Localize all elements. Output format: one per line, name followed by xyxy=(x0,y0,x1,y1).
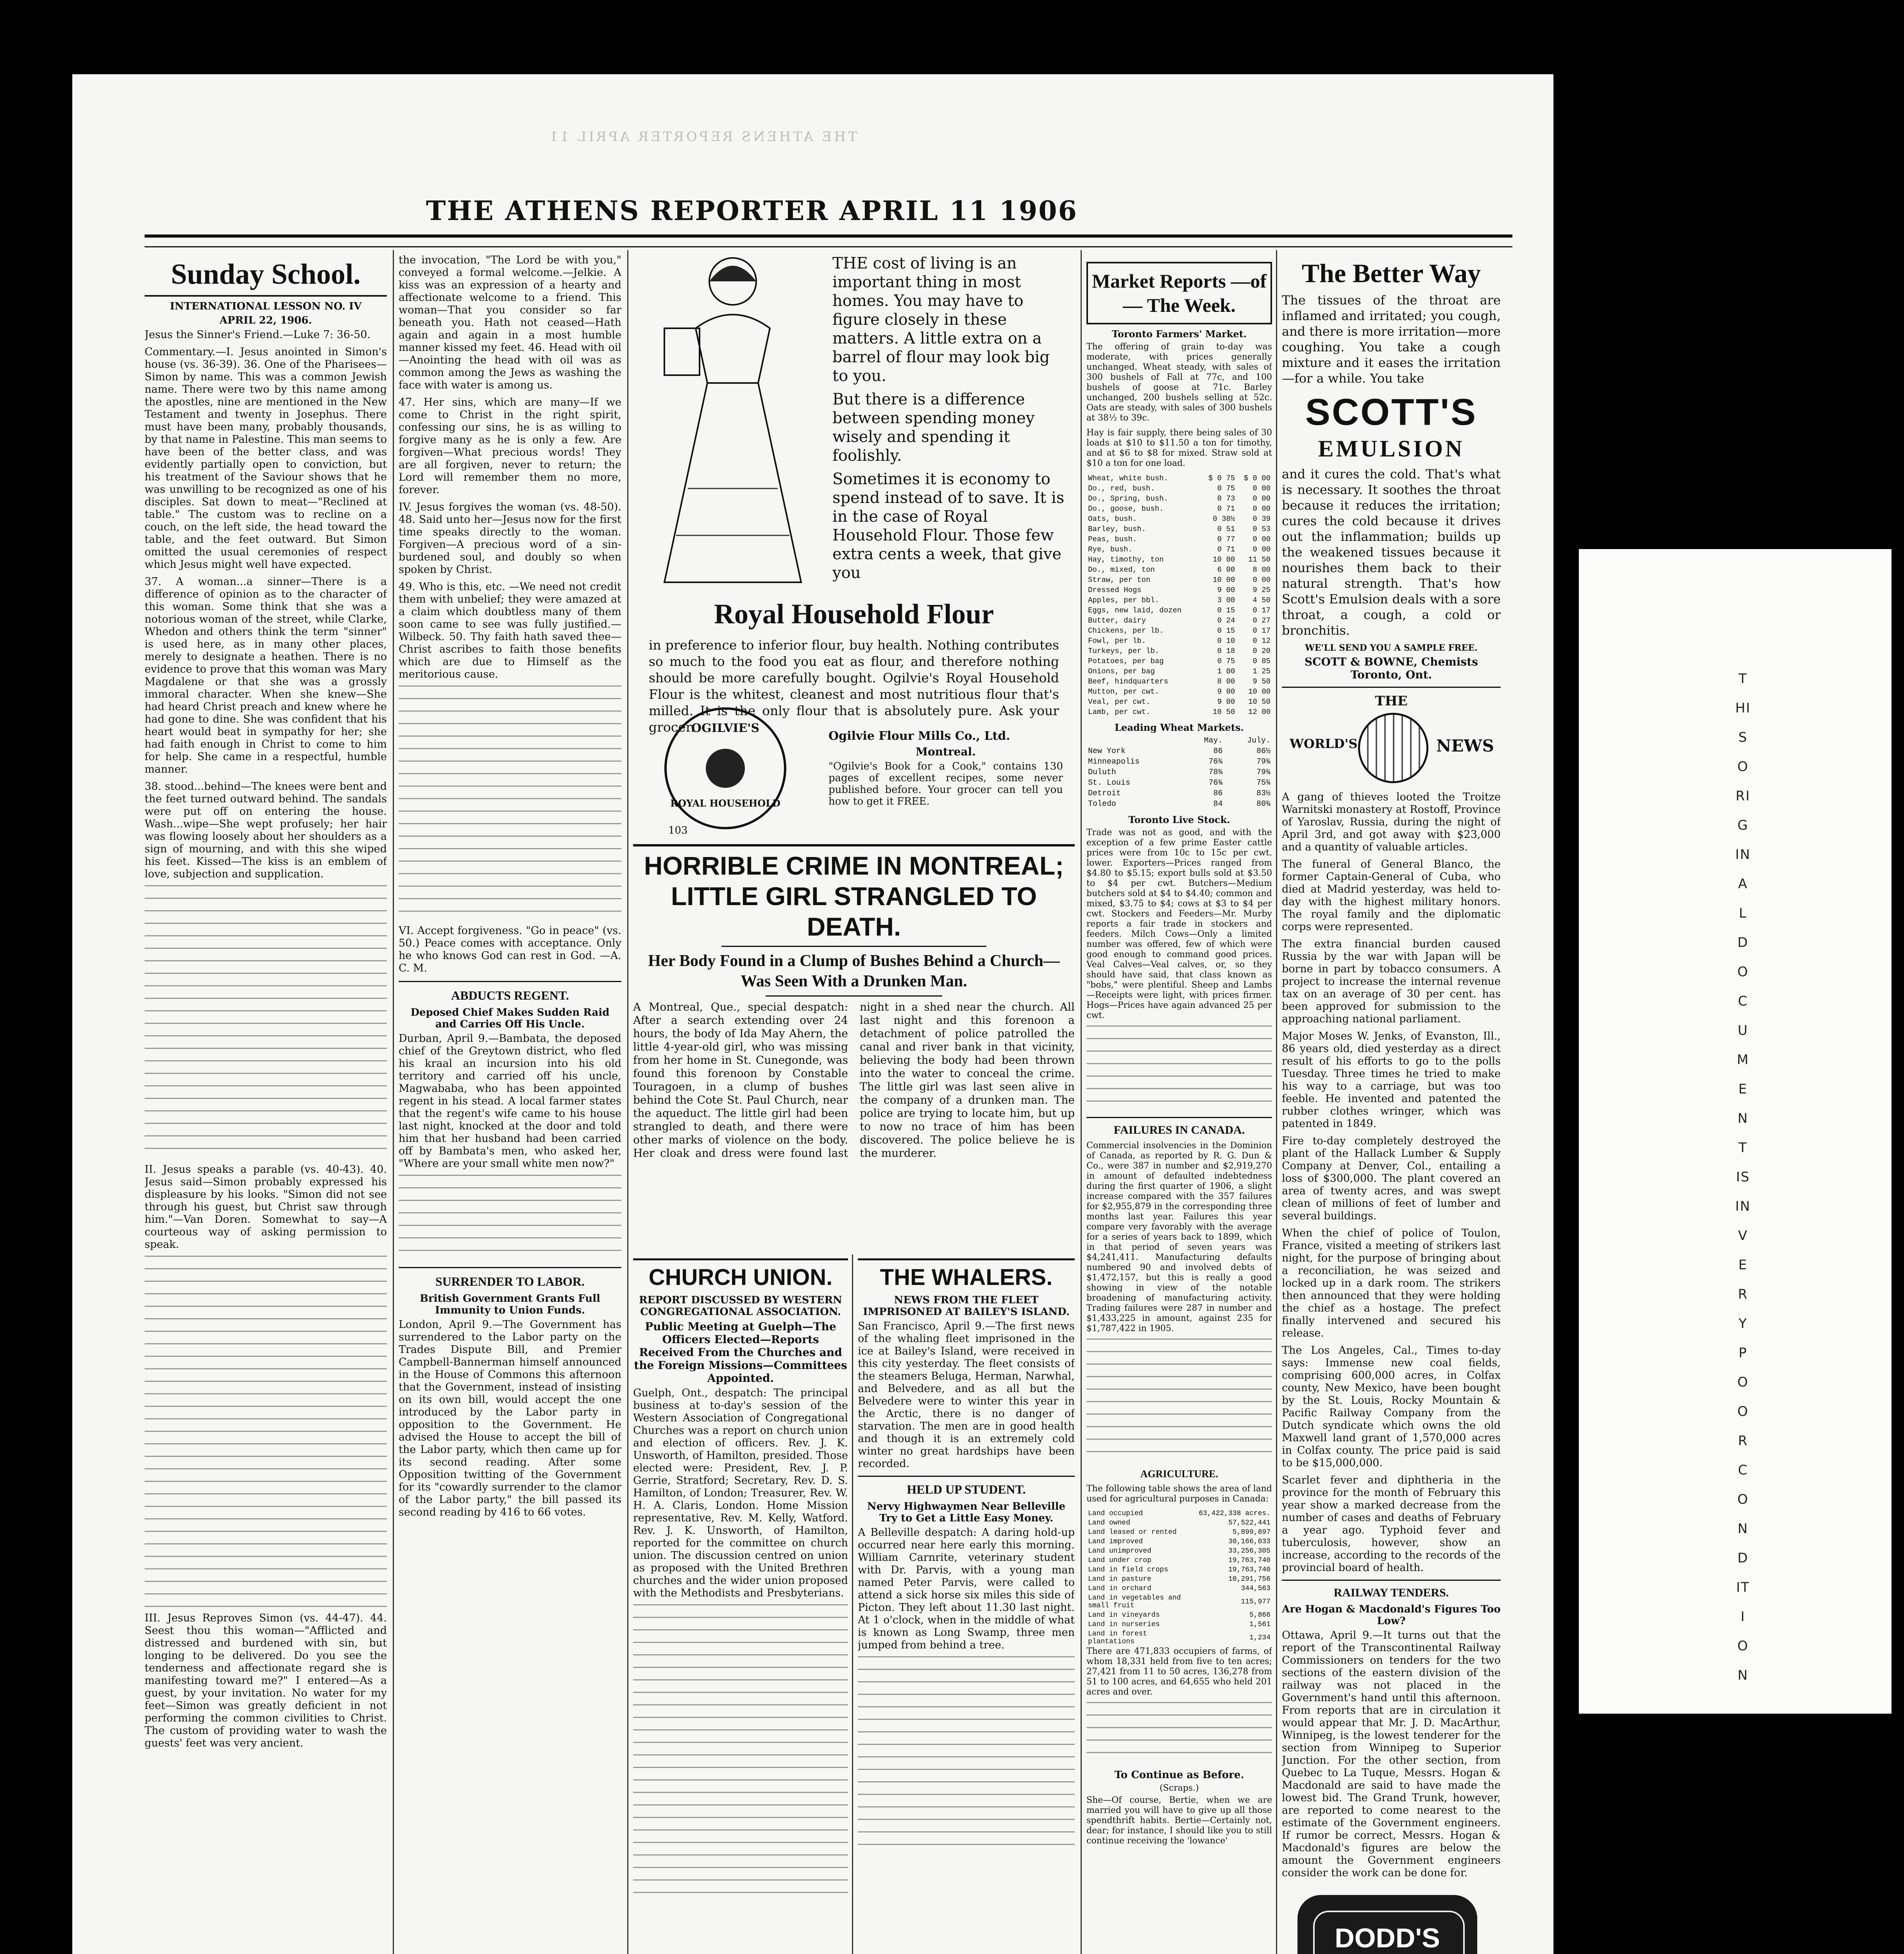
market-price-row: Do., goose, bush. 0 71 0 00 xyxy=(1088,505,1271,513)
flour-company: Ogilvie Flour Mills Co., Ltd. xyxy=(829,729,1010,743)
masthead-rule-thin xyxy=(145,246,1512,247)
market-price-row: Wheat, white bush. $ 0 75 $ 0 00 xyxy=(1088,474,1271,483)
lesson-paragraph: 37. A woman...a sinner—There is a difference of opinion as to the character of this woman. Some think that she was a notorious woman of the street, while Clarke, Whedon and others think the term "sinner" is used here, as in many other places, merely to designate a heathen. There is no evidence to prove that this woman was Mary Magdalene or that she was a grossly immoral character. When she knew—She had heard Christ preach and knew where he had gone to dine. She was confident that his heart would beat in sympathy for her; she had faith enough in Christ to come to him for help. She came in a respectful, humble manner. xyxy=(145,576,387,775)
market-price-row: Rye, bush. 0 71 0 00 xyxy=(1088,545,1271,554)
lesson-paragraph: IV. Jesus forgives the woman (vs. 48-50). 48. Said unto her—Jesus now for the first time speaks directly to the woman. Forgiven—A precious word of a sin-burdened soul, and doubly so when spoken by Christ. xyxy=(399,501,621,576)
church-union-body: Guelph, Ont., despatch: The principal business at to-day's session of the Western Association of Congregational Churches was a report on church union and election of officers. Rev. J. K. Unsworth, of Hamilton, presided. Those elected were: President, Rev. J. P. Gerrie, Stratford; Secretary, Rev. D. S. Hamilton, of London; Treasurer, Rev. W. H. A. Claris, London. Home Mission representative, Rev. M. Kelly, Watford. Rev. J. K. Unsworth, of Hamilton, reported for the committee on church union. The discussion centred on union as proposed with the United Brethren churches and the wider union proposed with the Methodists and Presbyterians. xyxy=(633,1387,848,1599)
woman-with-flour-illustration xyxy=(641,254,825,590)
market-price-row: Lamb, per cwt. 10 50 12 00 xyxy=(1088,708,1271,716)
market-intro: The offering of grain to-day was moderate, with prices generally unchanged. Wheat steady, with sales of 300 bushels of Fall at 77c, and 100 bushels of goose at 71c. Barley unchanged, 200 bushels selling at 52c. Oats are steady, with sales of 300 bushels at 38½ to 39c. xyxy=(1086,342,1272,423)
montreal-crime-article xyxy=(633,844,1075,1251)
market-price-row: Peas, bush. 0 77 0 00 xyxy=(1088,535,1271,544)
market-price-row: Fowl, per lb. 0 10 0 12 xyxy=(1088,637,1271,645)
flour-ad-economy: Sometimes it is economy to spend instead of to save. It is in the case of Royal Household Flour. Those few extra cents a week, that give you xyxy=(832,470,1065,582)
market-price-row: Barley, bush. 0 51 0 53 xyxy=(1088,525,1271,533)
market-price-row: Do., red, bush. 0 75 0 00 xyxy=(1088,484,1271,493)
masthead-rule xyxy=(145,234,1512,238)
church-union-subhead-2: Public Meeting at Guelph—The Officers Elected—Reports Received From the Churches and the Foreign Missions—Committees Appointed. xyxy=(634,1320,847,1385)
dodds-kidney-pills-ad xyxy=(1282,1887,1501,1954)
worlds-news-the: THE xyxy=(1375,693,1408,709)
flour-ad-number: 103 xyxy=(668,825,688,836)
logo-text-bottom: ROYAL HOUSEHOLD xyxy=(670,798,780,809)
flour-ad-title: Royal Household Flour xyxy=(714,598,994,630)
market-price-row: Mutton, per cwt. 9 00 10 00 xyxy=(1088,687,1271,696)
news-item: The extra financial burden caused Russia by the war with Japan will be borne in part by tobacco consumers. A project to increase the internal revenue tax on an average of 30 per cent. has been approved for submission to the approaching national parliament. xyxy=(1282,938,1501,1025)
agriculture-table xyxy=(1086,1509,1272,1646)
wheat-market-row: New York 86 86½ xyxy=(1088,747,1271,756)
railway-headline: RAILWAY TENDERS. xyxy=(1333,1586,1449,1599)
wheat-market-row: Detroit 86 83½ xyxy=(1088,789,1271,798)
column-divider xyxy=(852,1254,853,1954)
newspaper-masthead: THE ATHENS REPORTER APRIL 11 1906 xyxy=(426,195,1078,227)
live-stock-title: Toronto Live Stock. xyxy=(1128,814,1230,825)
flour-cook-book: "Ogilvie's Book for a Cook," contains 130 pages of excellent recipes, some never published before. Your grocer can tell you how to get it FREE. xyxy=(829,760,1063,807)
montreal-body: A Montreal, Que., special despatch: After a search extending over 24 hours, the body of Ida May Ahern, the little 4-year-old girl, who was missing from her home in St. Cunegonde, was found this forenoon by Constable Touragoen, in a clump of bushes behind the Cote St. Paul Church, near the aqueduct. The little girl had been strangled to death, and there were other marks of violence on the body. Her cloak and dress were found last night in a shed near the church. All last night and this forenoon a detachment of police patrolled the canal and river bank in that vicinity, believing the body had been thrown into the water to conceal the crime. The little girl was last seen alive in the company of a drunken man. The police are trying to locate him, but up to now no trace of him has been discovered. The police believe he is the murderer. xyxy=(633,1000,1075,1160)
live-stock-body: Trade was not as good, and with the exception of a few prime Easter cattle prices were from 10c to 15c per cwt. lower. Exporters—Prices ranged from $4.80 to $5.15; export bulls sold at $3.50 to $4 per cwt. Butchers—Medium butchers sold at $4 to $4.40; common and mixed, $3.75 to $4; cows at $3 to $4 per cwt. Stockers and Feeders—Mr. Murby reports a fair trade in stockers and feeders. Milch Cows—Only a limited number was offered, few of which were good enough to command good prices. Veal Calves—Veal calves, or, so they should have said, that class known as "bobs," were plentiful. Sheep and Lambs—Receipts were light, with prices firmer. Hogs—Prices have again advanced 25 per cwt. xyxy=(1086,828,1272,1020)
agriculture-intro: The following table shows the area of land used for agricultural purposes in Canada: xyxy=(1086,1484,1272,1504)
illegible-text-block xyxy=(145,885,387,1159)
flour-ad-difference: But there is a difference between spending money wisely and spending it foolishly. xyxy=(832,390,1035,465)
flour-city: Montreal. xyxy=(915,745,976,758)
church-union-article xyxy=(633,1258,848,1954)
surrender-subhead: British Government Grants Full Immunity to Union Funds. xyxy=(420,1293,600,1316)
bleed-through-header: THE ATHENS REPORTER APRIL 11 xyxy=(547,129,857,145)
whalers-subhead: NEWS FROM THE FLEET IMPRISONED AT BAILEY'S ISLAND. xyxy=(863,1294,1070,1318)
scotts-body-2: and it cures the cold. That's what is necessary. It soothes the throat because it reduces the irritation; cures the cold because it drives out the inflammation; builds up the weakened tissues because it nourishes them back to their natural strength. That's how Scott's Emulsion deals with a sore throat, a cough, a cold or bronchitis. xyxy=(1282,467,1501,638)
scotts-brand: SCOTT'S xyxy=(1305,391,1478,433)
failures-body: Commercial insolvencies in the Dominion of Canada, as reported by R. G. Dun & Co., were 387 in number and $2,919,270 in amount of defaulted indebtedness during the first quarter of 1906, a slight increase compared with the 357 failures for $2,955,879 in the corresponding three months last year. Failures this year compare very favorably with the average for a series of years back to 1899, which in that period of seven years was $4,241,411. Manufacturing defaults numbered 90 and involved debts of $1,472,157, but this is really a good showing in view of the notable broadening of manufacturing activity. Trading failures were 287 in number and $1,433,225 in amount, against 235 for $1,787,422 in 1905. xyxy=(1086,1141,1272,1333)
lesson-paragraph: 49. Who is this, etc. —We need not credit them with unbelief; they were amazed at a claim which doubtless many of them soon came to see was fully justified.—Wilbeck. 50. Thy faith hath saved thee—Christ ascribes to faith those benefits which are due to Himself as the meritorious cause. xyxy=(399,581,621,680)
held-up-headline: HELD UP STUDENT. xyxy=(907,1482,1026,1496)
market-price-row: Oats, bush. 0 38½ 0 39 xyxy=(1088,515,1271,523)
worlds-news-right: NEWS xyxy=(1436,736,1494,755)
news-item: Scarlet fever and diphtheria in the province for the month of February this year show a marked decrease from the number of cases and deaths of February a year ago. Typhoid fever and tuberculosis, however, show an increase, according to the records of the provincial board of health. xyxy=(1282,1474,1501,1574)
condition-note: THIS ORIGINAL DOCUMENT IS IN VERY POOR CONDITION xyxy=(1735,671,1751,1683)
agriculture-row: Land in vineyards 5,866 xyxy=(1088,1611,1271,1619)
surrender-headline: SURRENDER TO LABOR. xyxy=(435,1274,585,1288)
illegible-text-block xyxy=(399,1175,621,1261)
agriculture-row: Land in vegetables and small fruit 115,977 xyxy=(1088,1594,1271,1610)
market-price-table xyxy=(1086,473,1272,717)
railway-subhead: Are Hogan & Macdonald's Figures Too Low? xyxy=(1282,1603,1501,1627)
wheat-market-row: May. July. xyxy=(1204,736,1271,745)
agriculture-row: Land occupied 63,422,338 acres. xyxy=(1088,1510,1271,1517)
wheat-market-row: Toledo 84 80¾ xyxy=(1088,800,1271,809)
scotts-body: The tissues of the throat are inflamed and irritated; you cough, and there is more irritation—more coughing. You take a cough mixture and it eases the irritation—for a while. You take xyxy=(1282,293,1501,386)
column-divider xyxy=(1081,250,1082,1954)
railway-body: Ottawa, April 9.—It turns out that the report of the Transcontinental Railway Commissioners on tenders for the two sections of the eastern division of the railway was not placed in the Government's hand until this afternoon. From reports that are in circulation it would appear that Mr. J. D. MacArthur, Winnipeg, is the lowest tenderer for the section from Winnipeg to Superior Junction. For the other section, from Quebec to La Tuque, Messrs. Hogan & Macdonald are said to have made the lowest bid. The Grand Trunk, however, are reported to come nearest to the estimate of the Government engineers. If rumor be correct, Messrs. Hogan & Macdonald's figures are below the amount the Government engineers consider the work can be done for. xyxy=(1282,1629,1501,1879)
globe-icon xyxy=(1358,713,1428,783)
montreal-subhead: Her Body Found in a Clump of Bushes Behind a Church—Was Seen With a Drunken Man. xyxy=(648,952,1060,990)
agriculture-row: Land in orchard 344,563 xyxy=(1088,1585,1271,1593)
agriculture-row: Land in field crops 19,763,740 xyxy=(1088,1566,1271,1574)
market-price-row: Hay, timothy, ton 10 00 11 50 xyxy=(1088,555,1271,564)
crest-icon xyxy=(706,749,745,788)
right-column xyxy=(1282,254,1501,1954)
agriculture-row: Land in forest plantations 1,234 xyxy=(1088,1630,1271,1646)
lesson-paragraph: 38. stood...behind—The knees were bent and the feet turned outward behind. The sandals were put off on entering the house. Wash...wipe—She wept profusely; her hair was flowing loosely about her shoulders as a sign of mourning, and with this she wiped his feet. Kissed—The kiss is an emblem of love, subjection and supplication. xyxy=(145,780,387,880)
lesson-commentary: Commentary.—I. Jesus anointed in Simon's house (vs. 36-39). 36. One of the Pharisees—Simon by name. This was a common Jewish name. There were two by this name among the apostles, nine are mentioned in the New Testament and twenty in Josephus. There must have been many, probably thousands, by that name in Palestine. This man seems to have been of the better class, and was evidently partially open to conviction, but his treatment of the Saviour shows that he was unwilling to be recognized as one of his disciples. Sat down to meat—"Reclined at table." The custom was to recline on a couch, on the left side, the head toward the table, and the feet outward. But Simon omitted the usual ceremonies of respect which Jesus might well have expected. xyxy=(145,346,387,571)
market-price-row: Chickens, per lb. 0 15 0 17 xyxy=(1088,626,1271,635)
agriculture-row: Land owned 57,522,441 xyxy=(1088,1519,1271,1527)
scotts-sample: WE'LL SEND YOU A SAMPLE FREE. xyxy=(1305,643,1478,653)
agriculture-headline: AGRICULTURE. xyxy=(1140,1468,1219,1480)
market-intro-2: Hay is fair supply, there being sales of 30 loads at $10 to $11.50 a ton for timothy, and at $6 to $8 for mixed. Straw sold at $10 a ton for one load. xyxy=(1086,428,1272,468)
surrender-body: London, April 9.—The Government has surrendered to the Labor party on the Trades Dispute Bill, and Premier Campbell-Bannerman himself announced in the House of Commons this afternoon that the Government, instead of insisting on its own bill, would accept the one introduced by the Labor party in opposition to the Government. He advised the House to accept the bill of the Labor party, which then came up for its second reading. After some Opposition twitting of the Government for its "cowardly surrender to the clamor of the Labor party," the bill passed its second reading by 416 to 66 votes. xyxy=(399,1319,621,1518)
abducts-headline: ABDUCTS REGENT. xyxy=(451,988,569,1002)
scraps-credit: (Scraps.) xyxy=(1160,1783,1199,1793)
agriculture-row: Land leased or rented 5,899,897 xyxy=(1088,1528,1271,1536)
held-up-subhead: Nervy Highwaymen Near Belleville Try to Get a Little Easy Money. xyxy=(867,1501,1066,1524)
market-price-row: Onions, per bag 1 00 1 25 xyxy=(1088,667,1271,676)
whalers-headline: THE WHALERS. xyxy=(880,1265,1053,1290)
column-divider xyxy=(1276,250,1277,1954)
illegible-text-block xyxy=(399,685,621,920)
montreal-headline: HORRIBLE CRIME IN MONTREAL; LITTLE GIRL STRANGLED TO DEATH. xyxy=(644,851,1064,941)
market-price-row: Butter, dairy 0 24 0 27 xyxy=(1088,616,1271,625)
market-price-row: Do., mixed, ton 6 00 8 00 xyxy=(1088,565,1271,574)
abducts-body: Durban, April 9.—Bambata, the deposed chief of the Greytown district, who fled his kraal an incursion into his old territory and carried off his uncle, Magwababa, who has been appointed regent in his stead. A local farmer states that the regent's wife came to his house last night, knocked at the door and told him that her husband had been carried off by Bambata's men, who asked her, "Where are your small white men now?" xyxy=(399,1032,621,1170)
scotts-headline: The Better Way xyxy=(1301,258,1481,288)
market-price-row: Do., Spring, bush. 0 73 0 00 xyxy=(1088,494,1271,503)
flour-ad-body: in preference to inferior flour, buy health. Nothing contributes so much to the food you eat as flour, and therefore nothing should be more carefully bought. Ogilvie's Royal Household Flour is the whitest, cleanest and most nutritious flour that's milled. It is the only flour that is absolutely pure. Ask your grocer. xyxy=(649,637,1059,735)
news-item: A gang of thieves looted the Troitze Warnitski monastery at Rostoff, Province of Yaroslav, Russia, during the night of April 3rd, and got away with $23,000 and a quantity of valuable articles. xyxy=(1282,791,1501,853)
wheat-market-row: Duluth 78¾ 79¾ xyxy=(1088,768,1271,777)
market-price-row: Eggs, new laid, dozen 0 15 0 17 xyxy=(1088,606,1271,615)
illegible-text-block xyxy=(1086,1702,1272,1764)
wheat-markets-table xyxy=(1086,735,1272,809)
market-price-row: Apples, per bbl. 3 00 4 50 xyxy=(1088,596,1271,605)
column-two xyxy=(399,254,621,1954)
illegible-text-block xyxy=(858,1656,1075,1852)
market-price-row: Beef, hindquarters 8 00 9 50 xyxy=(1088,677,1271,686)
ogilvies-logo xyxy=(664,707,786,829)
illegible-text-block xyxy=(145,1256,387,1607)
agriculture-row: Land unimproved 33,256,305 xyxy=(1088,1547,1271,1555)
agriculture-row: Land improved 30,166,033 xyxy=(1088,1538,1271,1546)
lesson-paragraph: III. Jesus Reproves Simon (vs. 44-47). 44. Seest thou this woman—"Afflicted and distressed and burdened with sin, but longing to be delivered. Do you see the tenderness and affectionate regard she is manifesting toward me?" I entered—As a guest, by your invitation. No water for my feet—Simon was greatly deficient in not performing the common civilities to Christ. The custom of providing water to wash the guests' feet was very ancient. xyxy=(145,1612,387,1749)
logo-text-top: OGILVIE'S xyxy=(691,721,760,735)
market-section-title: Toronto Farmers' Market. xyxy=(1111,328,1247,340)
church-union-subhead: REPORT DISCUSSED BY WESTERN CONGREGATIONAL ASSOCIATION. xyxy=(639,1294,842,1318)
whalers-body: San Francisco, April 9.—The first news of the whaling fleet imprisoned in the ice at Bailey's Island, were received in this city yesterday. The fleet consists of the steamers Beluga, Herman, Narwhal, and Belvedere, and as all but the Belvedere were to winter this year in the Arctic, there is no danger of starvation. The men are in good health and though it is an extremely cold winter no great hardships have been recorded. xyxy=(858,1320,1075,1470)
lesson-paragraph: the invocation, "The Lord be with you," conveyed a formal welcome.—Jelkie. A kiss was an expression of a hearty and affectionate welcome to a friend. This woman—That you consider so far beneath you. Hath not ceased—Hath again and again in a most humble manner kissed my feet. 46. Head with oil—Anointing the head with oil was as common among the Jews as washing the face with water is among us. xyxy=(399,254,621,391)
news-item: Major Moses W. Jenks, of Evanston, Ill., 86 years old, died yesterday as a direct result of his efforts to go to the polls Tuesday. Three times he tried to make his way to a carriage, but was too feeble. He invented and patented the rubber clothes wringer, which was patented in 1849. xyxy=(1282,1030,1501,1130)
wheat-market-row: Minneapolis 76¾ 79¾ xyxy=(1088,757,1271,766)
news-item: Fire to-day completely destroyed the plant of the Hallack Lumber & Supply Company at Denver, Col., entailing a loss of $300,000. The plant covered an area of twenty acres, and was swept clean of millions of feet of lumber and several buildings. xyxy=(1282,1135,1501,1222)
flour-ad-intro: THE cost of living is an important thing in most homes. You may have to figure closely in these matters. A little extra on a barrel of flour may look big to you. xyxy=(832,254,1050,385)
lesson-paragraph: II. Jesus speaks a parable (vs. 40-43). 40. Jesus said—Simon probably expressed his displeasure by his looks. "Simon did not see through his guest, but Christ saw through him."—Van Doren. Somewhat to say—A courteous way of asking permission to speak. xyxy=(145,1163,387,1251)
dodds-line-1: DODD'S xyxy=(1335,1923,1440,1953)
held-up-body: A Belleville despatch: A daring hold-up occurred near here early this morning. William Carnrite, veterinary student with Dr. Parvis, with a young man named Peter Parvis, were called to attend a sick horse six miles this side of Picton. They left about 11.30 last night. At 1 o'clock, when in the middle of what is known as Long Swamp, three men jumped from behind a tree. xyxy=(858,1526,1075,1651)
news-item: The funeral of General Blanco, the former Captain-General of Cuba, who died at Madrid yesterday, was held to-day with the highest military honors. The royal family and the diplomatic corps were represented. xyxy=(1282,858,1501,933)
agriculture-row: Land under crop 19,763,740 xyxy=(1088,1557,1271,1564)
lesson-paragraph: VI. Accept forgiveness. "Go in peace" (vs. 50.) Peace comes with acceptance. Only he who knows God can rest in God. —A. C. M. xyxy=(399,925,621,974)
market-price-row: Dressed Hogs 9 00 9 25 xyxy=(1088,586,1271,594)
illegible-text-block xyxy=(633,1604,848,1901)
lesson-paragraph: 47. Her sins, which are many—If we come to Christ in the right spirit, confessing our sins, he is as willing to forgive many as he is only a few. Are forgiven—What precious words! They are all forgiven, never to return; the Lord will remember them no more, forever. xyxy=(399,396,621,496)
news-item: When the chief of police of Toulon, France, visited a meeting of strikers last night, for the purpose of bringing about a reconciliation, he was seized and locked up in a dark room. The strikers then announced that they were holding the chief as a hostage. The prefect finally intervened and secured his release. xyxy=(1282,1227,1501,1339)
market-price-row: Straw, per ton 10 00 0 00 xyxy=(1088,576,1271,584)
market-reports-title: Market Reports —of— The Week. xyxy=(1086,262,1272,324)
market-price-row: Turkeys, per lb. 0 18 0 20 xyxy=(1088,647,1271,655)
flour-advertisement xyxy=(633,254,1075,836)
whalers-article xyxy=(858,1258,1075,1954)
market-reports-column xyxy=(1086,254,1272,1954)
lesson-text: Jesus the Sinner's Friend.—Luke 7: 36-50. xyxy=(145,329,370,341)
abducts-subhead: Deposed Chief Makes Sudden Raid and Carries Off His Uncle. xyxy=(410,1007,610,1030)
market-price-row: Potatoes, per bag 0 75 0 85 xyxy=(1088,657,1271,666)
lesson-date: APRIL 22, 1906. xyxy=(219,315,312,326)
agriculture-body: There are 471,833 occupiers of farms, of whom 18,331 held from five to ten acres; 27,421 from 11 to 50 acres, 136,278 from 51 to 100 acres, and 64,655 who held 201 acres and over. xyxy=(1086,1646,1272,1697)
illegible-text-block xyxy=(1086,1338,1272,1464)
scotts-company: SCOTT & BOWNE, Chemists Toronto, Ont. xyxy=(1305,655,1478,681)
market-price-row: Veal, per cwt. 9 00 10 50 xyxy=(1088,698,1271,706)
column-divider xyxy=(627,250,628,1954)
sunday-school-column xyxy=(145,254,387,1954)
news-item: The Los Angeles, Cal., Times to-day says: Immense new coal fields, comprising 600,000 acres, in Colfax county, New Mexico, have been bought by the St. Louis, Rocky Mountain & Pacific Railway Company from the Dutch syndicate which owns the old Maxwell land grant of 1,570,000 acres in Colfax county. The price paid is said to be $15,000,000. xyxy=(1282,1344,1501,1469)
church-union-headline: CHURCH UNION. xyxy=(648,1265,833,1290)
scotts-brand-2: EMULSION xyxy=(1318,436,1465,462)
sunday-school-title: Sunday School. xyxy=(145,258,387,297)
worlds-news-left: WORLD'S xyxy=(1290,736,1358,751)
continue-headline: To Continue as Before. xyxy=(1114,1769,1244,1781)
worlds-news-items xyxy=(1282,791,1501,1574)
joke-body: She—Of course, Bertie, when we are married you will have to give up all those spendthrift habits. Bertie—Certainly not, dear; for instance, I should like you to still continue receiving the 'lowance' xyxy=(1086,1795,1272,1846)
lesson-number: INTERNATIONAL LESSON NO. IV xyxy=(170,301,362,312)
agriculture-row: Land in pasture 10,291,756 xyxy=(1088,1575,1271,1583)
worlds-news-masthead xyxy=(1282,693,1501,791)
agriculture-row: Land in nurseries 1,561 xyxy=(1088,1621,1271,1628)
wheat-market-row: St. Louis 76¾ 75¾ xyxy=(1088,778,1271,787)
failures-headline: FAILURES IN CANADA. xyxy=(1113,1124,1245,1136)
wheat-markets-title: Leading Wheat Markets. xyxy=(1115,722,1244,733)
column-divider xyxy=(393,250,394,1954)
illegible-text-block xyxy=(1086,1025,1272,1111)
